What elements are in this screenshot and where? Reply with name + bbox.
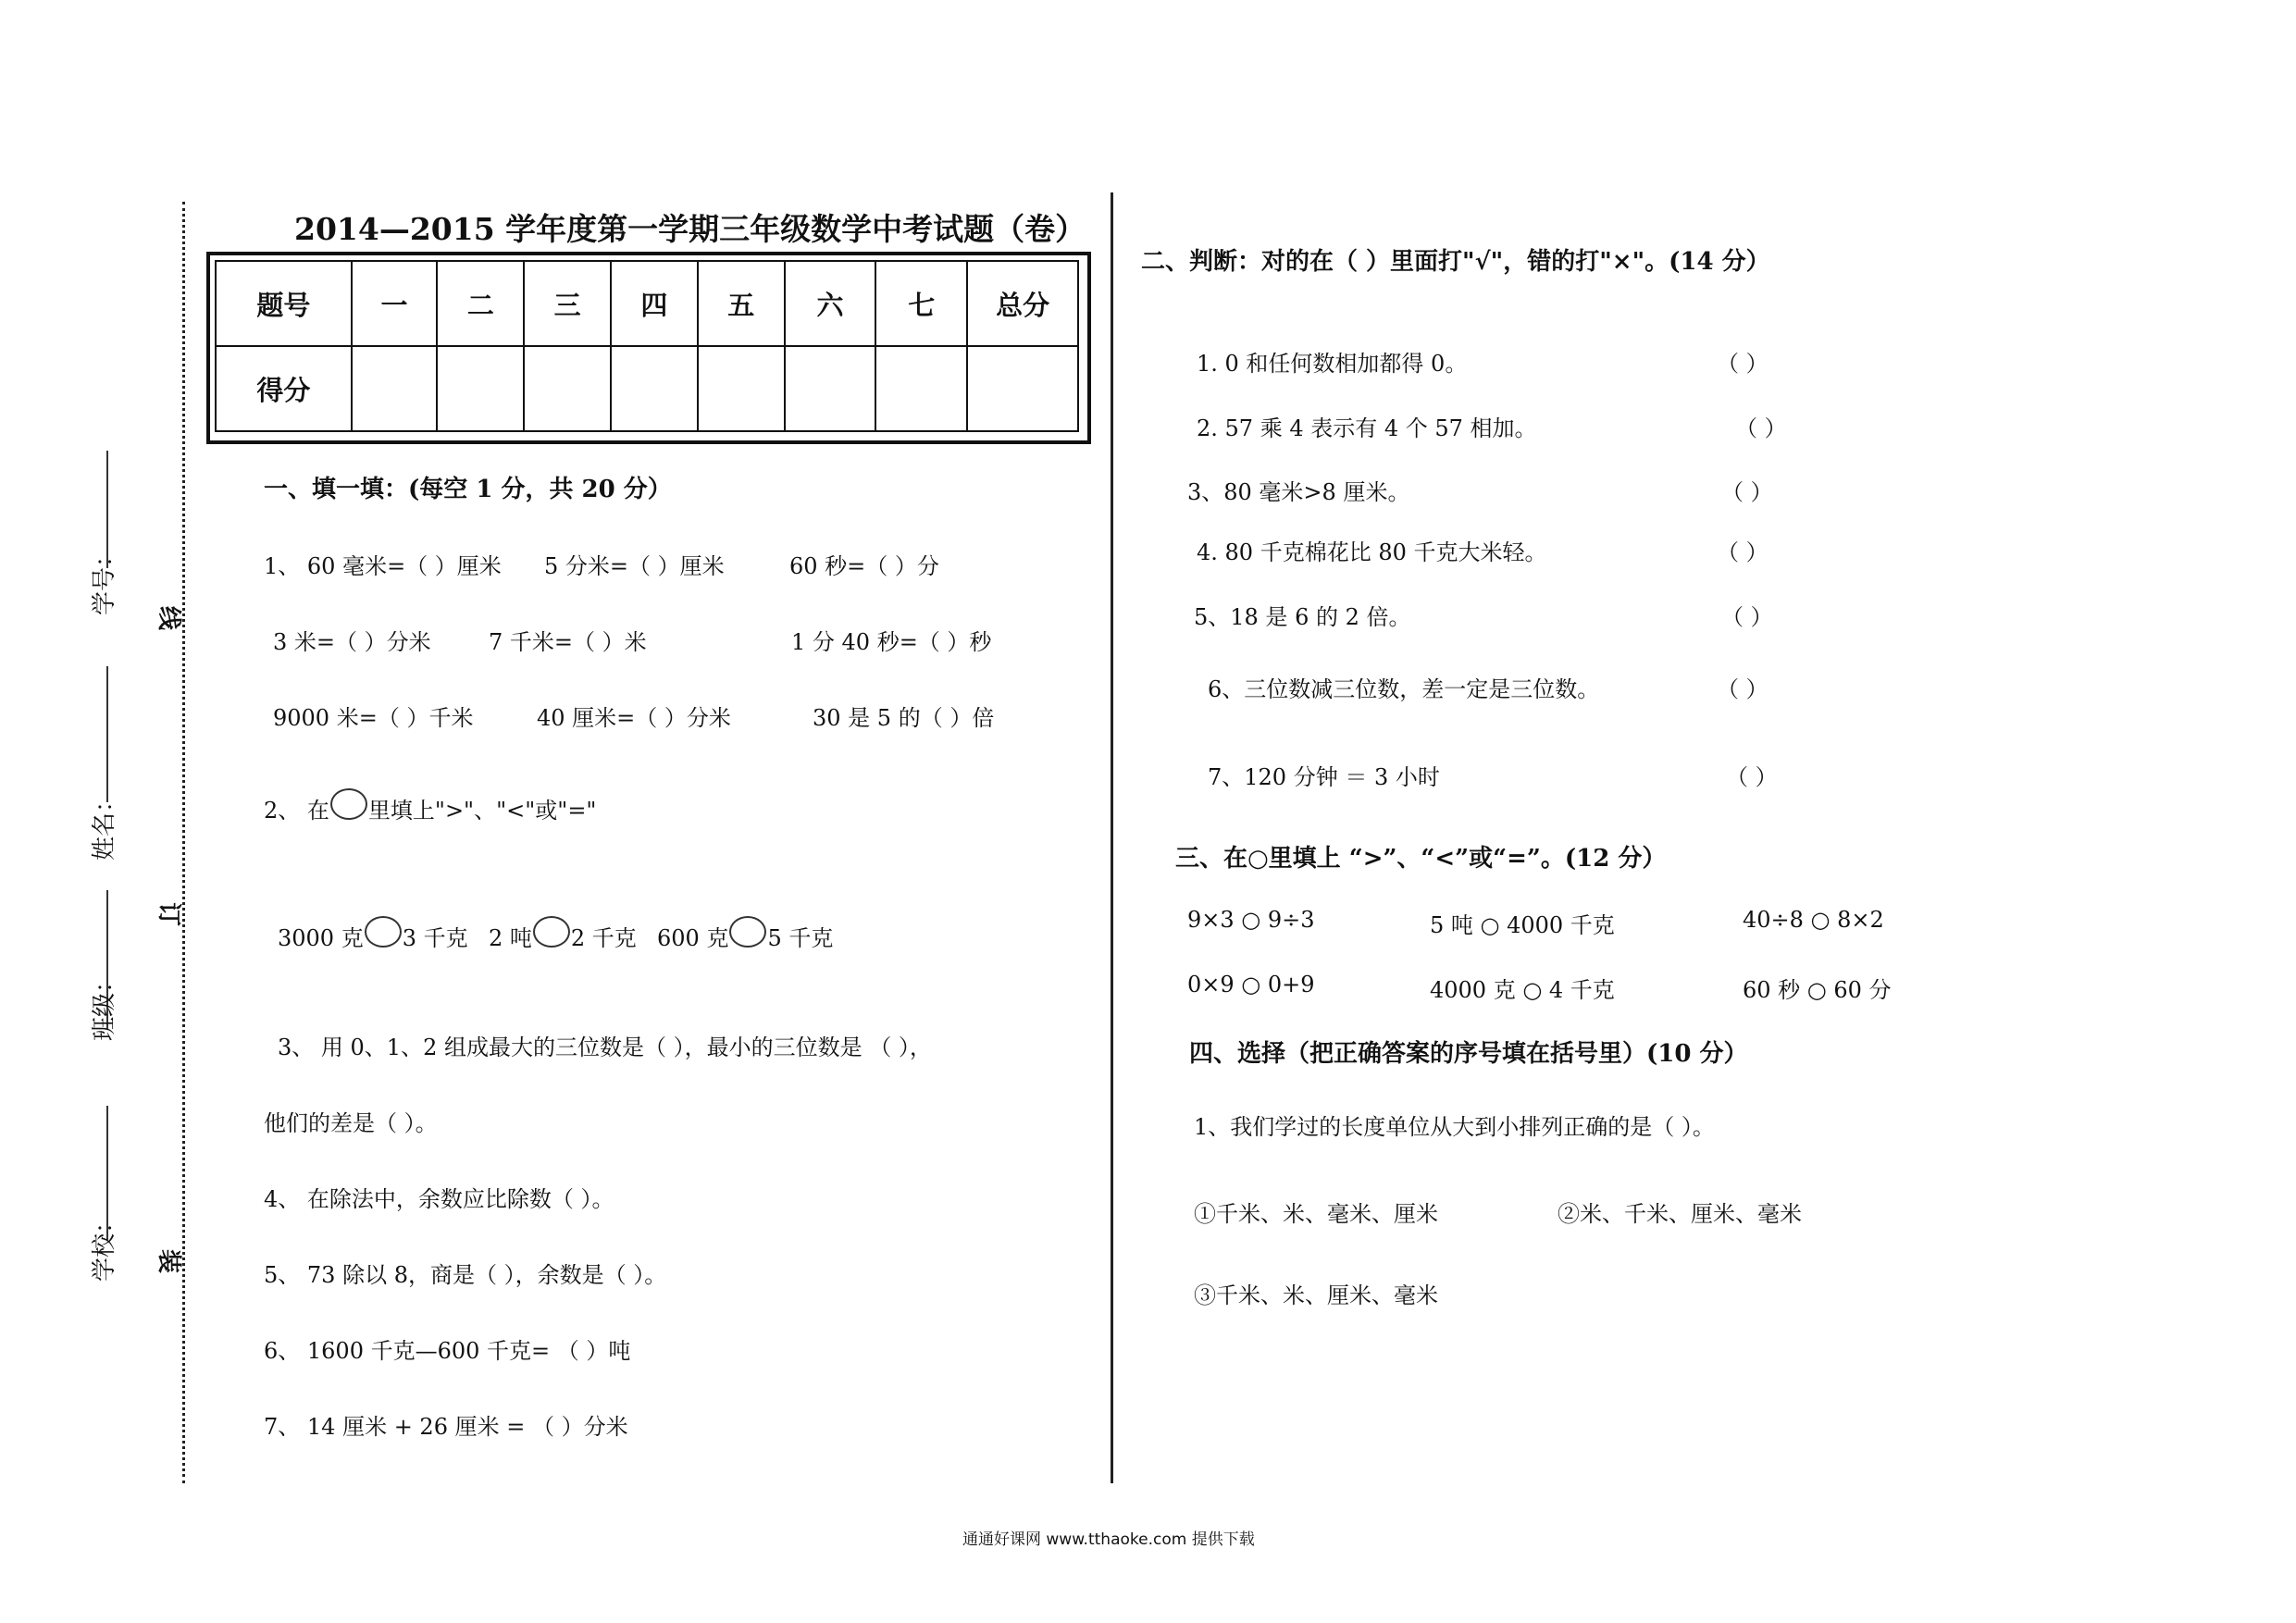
- score-header-cell: 题号: [216, 261, 352, 346]
- xuehao-label: 学号：: [91, 542, 118, 615]
- q1-item: 40 厘米=（ ）分米: [537, 705, 731, 731]
- judge-item: 3、80 毫米>8 厘米。: [1187, 479, 1410, 505]
- judge-item: 5、18 是 6 的 2 倍。: [1194, 604, 1411, 630]
- compare-item: 40÷8 ○ 8×2: [1743, 907, 1884, 933]
- judge-bracket[interactable]: （ ）: [1735, 415, 1787, 441]
- q2-compare-item: [657, 916, 833, 952]
- score-row-label: 得分: [216, 346, 352, 431]
- score-header-cell: 七: [875, 261, 967, 346]
- score-input-cell[interactable]: [875, 346, 967, 431]
- score-header-cell: 六: [785, 261, 876, 346]
- score-header-cell: 五: [698, 261, 785, 346]
- circle-blank[interactable]: [533, 916, 570, 948]
- judge-item: 1. 0 和任何数相加都得 0。: [1197, 351, 1468, 377]
- compare-item: 9×3 ○ 9÷3: [1187, 907, 1315, 933]
- score-input-cell[interactable]: [352, 346, 438, 431]
- q7-text: 7、 14 厘米 + 26 厘米 = （ ）分米: [264, 1414, 628, 1440]
- judge-item: 2. 57 乘 4 表示有 4 个 57 相加。: [1197, 415, 1537, 441]
- circle-blank[interactable]: [365, 916, 402, 948]
- judge-bracket[interactable]: （ ）: [1726, 764, 1778, 790]
- compare-item: 4000 克 ○ 4 千克: [1430, 977, 1615, 1003]
- q5-text: 5、 73 除以 8，商是（ ），余数是（ ）。: [264, 1262, 667, 1288]
- score-value-row: [216, 346, 1078, 431]
- score-header-cell: 三: [524, 261, 611, 346]
- judge-item: 7、120 分钟 ＝ 3 小时: [1208, 764, 1440, 790]
- section3-heading: 三、在○里填上 “>”、“<”或“=”。(12 分）: [1175, 845, 1667, 873]
- q2-compare-item: [489, 916, 637, 952]
- q2-suffix: 里填上">"、"<"或"=": [367, 798, 597, 824]
- score-header-cell: 一: [352, 261, 438, 346]
- choice-question: 1、我们学过的长度单位从大到小排列正确的是（ ）。: [1194, 1114, 1715, 1140]
- q2-compare-item: [278, 916, 468, 952]
- q4-text: 4、 在除法中，余数应比除数（ ）。: [264, 1186, 614, 1212]
- q1-item: 7 千米=（ ）米: [489, 629, 647, 655]
- compare-item: 60 秒 ○ 60 分: [1743, 977, 1892, 1003]
- score-input-cell[interactable]: [611, 346, 698, 431]
- judge-bracket[interactable]: （ ）: [1721, 604, 1773, 630]
- choice-option[interactable]: ①千米、米、毫米、厘米: [1194, 1201, 1438, 1227]
- score-input-cell[interactable]: [524, 346, 611, 431]
- q2-right-value: 3 千克: [402, 925, 468, 951]
- score-table: [206, 252, 1091, 444]
- q1-item: 30 是 5 的（ ）倍: [813, 705, 995, 731]
- score-input-cell[interactable]: [698, 346, 785, 431]
- q1-item: 3 米=（ ）分米: [273, 629, 431, 655]
- xingming-label: 姓名：: [91, 787, 118, 861]
- score-input-cell[interactable]: [437, 346, 524, 431]
- banji-label: 班级：: [91, 968, 118, 1041]
- q1-item: 5 分米=（ ）厘米: [544, 553, 725, 579]
- section2-heading: 二、判断：对的在（ ）里面打"√"，错的打"×"。(14 分）: [1141, 248, 1770, 276]
- q1-item: 1、 60 毫米=（ ）厘米: [264, 553, 502, 579]
- circle-icon: [330, 788, 367, 820]
- footer-credit: 通通好课网 www.tthaoke.com 提供下载: [962, 1530, 1255, 1549]
- q1-item: 1 分 40 秒=（ ）秒: [791, 629, 992, 655]
- judge-item: 4. 80 千克棉花比 80 千克大米轻。: [1197, 539, 1547, 565]
- q3-text: 3、 用 0、1、2 组成最大的三位数是（ ），最小的三位数是 （ ），: [278, 1035, 932, 1060]
- choice-option[interactable]: ②米、千米、厘米、毫米: [1558, 1201, 1802, 1227]
- compare-item: 0×9 ○ 0+9: [1187, 972, 1315, 997]
- q2-right-value: 2 千克: [570, 925, 637, 951]
- judge-bracket[interactable]: （ ）: [1717, 351, 1769, 377]
- q1-item: 60 秒=（ ）分: [789, 553, 939, 579]
- q2-instruction: [264, 788, 596, 824]
- page-divider: [1111, 192, 1113, 1483]
- binding-label-xian: 线: [155, 606, 182, 631]
- score-header-cell: 二: [437, 261, 524, 346]
- q2-right-value: 5 千克: [767, 925, 834, 951]
- xuexiao-label: 学校：: [91, 1208, 118, 1282]
- judge-bracket[interactable]: （ ）: [1717, 539, 1769, 565]
- binding-dotted-line: [182, 202, 185, 1483]
- binding-label-ding: 订: [155, 902, 182, 927]
- judge-bracket[interactable]: （ ）: [1717, 676, 1769, 702]
- judge-bracket[interactable]: （ ）: [1721, 479, 1773, 505]
- q1-item: 9000 米=（ ）千米: [273, 705, 474, 731]
- section1-heading: 一、填一填：(每空 1 分，共 20 分）: [264, 476, 672, 503]
- circle-blank[interactable]: [729, 916, 766, 948]
- score-header-cell: 四: [611, 261, 698, 346]
- exam-title: 2014—2015 学年度第一学期三年级数学中考试题（卷）: [294, 211, 1086, 247]
- judge-item: 6、三位数减三位数，差一定是三位数。: [1208, 676, 1600, 702]
- binding-label-zhuang: 装: [155, 1249, 182, 1274]
- score-input-cell[interactable]: [967, 346, 1078, 431]
- q2-left-value: 600 克: [657, 925, 729, 951]
- q6-text: 6、 1600 千克—600 千克= （ ）吨: [264, 1338, 631, 1364]
- score-header-row: [216, 261, 1078, 346]
- compare-item: 5 吨 ○ 4000 千克: [1430, 912, 1615, 938]
- section4-heading: 四、选择（把正确答案的序号填在括号里）(10 分）: [1189, 1040, 1748, 1068]
- q2-prefix: 2、 在: [264, 798, 329, 824]
- score-input-cell[interactable]: [785, 346, 876, 431]
- choice-option[interactable]: ③千米、米、厘米、毫米: [1194, 1282, 1438, 1308]
- score-header-cell: 总分: [967, 261, 1078, 346]
- q3-continuation: 他们的差是（ ）。: [264, 1110, 438, 1136]
- q2-left-value: 3000 克: [278, 925, 364, 951]
- xingming-underline: [106, 666, 108, 802]
- q2-left-value: 2 吨: [489, 925, 532, 951]
